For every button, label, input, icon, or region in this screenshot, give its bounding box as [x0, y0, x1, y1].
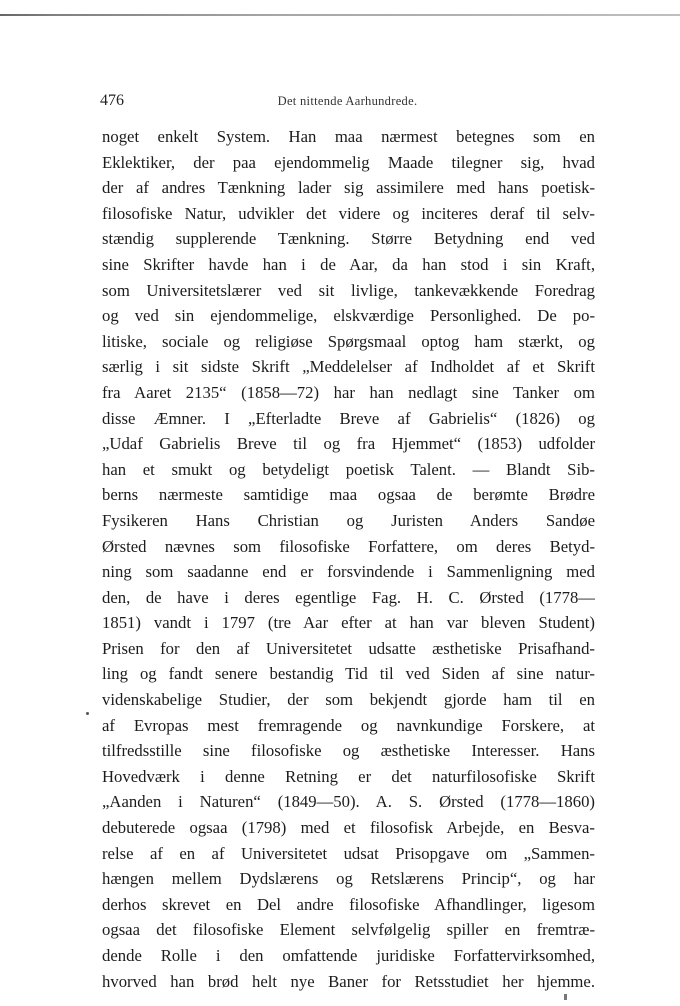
- text-line: noget enkelt System. Han maa nærmest betegnes som en: [102, 127, 595, 146]
- text-line: Prisen for den af Universitetet udsatte æsthetiske Prisafhand-: [102, 638, 595, 658]
- text-line: der af andres Tænkning lader sig assimilere med hans poetisk-: [102, 178, 595, 198]
- body-text: [102, 124, 595, 994]
- text-line: Hovedværk i denne Retning er det naturfilosofiske Skrift: [102, 766, 595, 786]
- text-line: af Evropas mest fremragende og navnkundige Forskere, at: [102, 715, 595, 735]
- page-header: [100, 92, 595, 112]
- text-line: Fysikeren Hans Christian og Juristen Anders Sandøe: [102, 510, 595, 530]
- text-line: stændig supplerende Tænkning. Større Betydning end ved: [102, 229, 595, 249]
- text-line: debuterede ogsaa (1798) med et filosofisk Arbejde, en Besva-: [102, 818, 595, 838]
- text-line: Ørsted nævnes som filosofiske Forfattere, om deres Betyd-: [102, 536, 595, 556]
- text-line: 1851) vandt i 1797 (tre Aar efter at han var bleven Student): [102, 613, 595, 633]
- text-line: tilfredsstille sine filosofiske og æsthetiske Interesser. Hans: [102, 741, 595, 761]
- text-line: disse Æmner. I „Efterladte Breve af Gabrielis“ (1826) og: [102, 408, 595, 428]
- text-line: den, de have i deres egentlige Fag. H. C. Ørsted (1778—: [102, 587, 595, 607]
- text-line: filosofiske Natur, udvikler det videre og inciteres deraf til selv-: [102, 203, 595, 223]
- page-number: 476: [100, 92, 124, 109]
- text-line: litiske, sociale og religiøse Spørgsmaal optog ham stærkt, og: [102, 331, 595, 351]
- text-line: sine Skrifter havde han i de Aar, da han stod i sin Kraft,: [102, 254, 595, 274]
- text-line: fra Aaret 2135“ (1858—72) har han nedlagt sine Tanker om: [102, 382, 595, 402]
- text-line: Eklektiker, der paa ejendommelig Maade tilegner sig, hvad: [102, 152, 595, 172]
- text-line: særlig i sit sidste Skrift „Meddelelser af Indholdet af et Skrift: [102, 357, 595, 377]
- text-line: „Aanden i Naturen“ (1849—50). A. S. Ørsted (1778—1860): [102, 792, 595, 812]
- text-line: hængen mellem Dydslærens og Retslærens Princip“, og har: [102, 869, 595, 889]
- text-line: derhos skrevet en Del andre filosofiske Afhandlinger, ligesom: [102, 894, 595, 914]
- text-line: relse af en af Universitetet udsat Prisopgave om „Sammen-: [102, 843, 595, 863]
- text-line: berns nærmeste samtidige maa ogsaa de berømte Brødre: [102, 485, 595, 505]
- running-title: Det nittende Aarhundrede.: [277, 94, 418, 108]
- text-line: dende Rolle i den omfattende juridiske Forfattervirksomhed,: [102, 946, 595, 965]
- text-line: ling og fandt senere bestandig Tid til ved Siden af sine natur-: [102, 664, 595, 684]
- text-line: „Udaf Gabrielis Breve til og fra Hjemmet“ (1853) udfolder: [102, 434, 595, 454]
- text-line: han et smukt og betydeligt poetisk Talent. — Blandt Sib-: [102, 459, 595, 479]
- text-line: ning som saadanne end er forsvindende i Sammenligning med: [102, 562, 595, 582]
- text-line: som Universitetslærer ved sit livlige, tankevækkende Foredrag: [102, 280, 595, 300]
- bottom-edge-mark: [564, 994, 567, 1000]
- text-line: og ved sin ejendommelige, elskværdige Personlighed. De po-: [102, 306, 595, 326]
- top-edge-rule: [0, 14, 680, 16]
- text-line: hvorved han brød helt nye Baner for Retsstudiet her hjemme.: [102, 971, 595, 991]
- text-line: videnskabelige Studier, der som bekjendt gjorde ham til en: [102, 690, 595, 710]
- text-line: ogsaa det filosofiske Element selvfølgelig spiller en fremtræ-: [102, 920, 595, 940]
- margin-mark: [86, 712, 89, 715]
